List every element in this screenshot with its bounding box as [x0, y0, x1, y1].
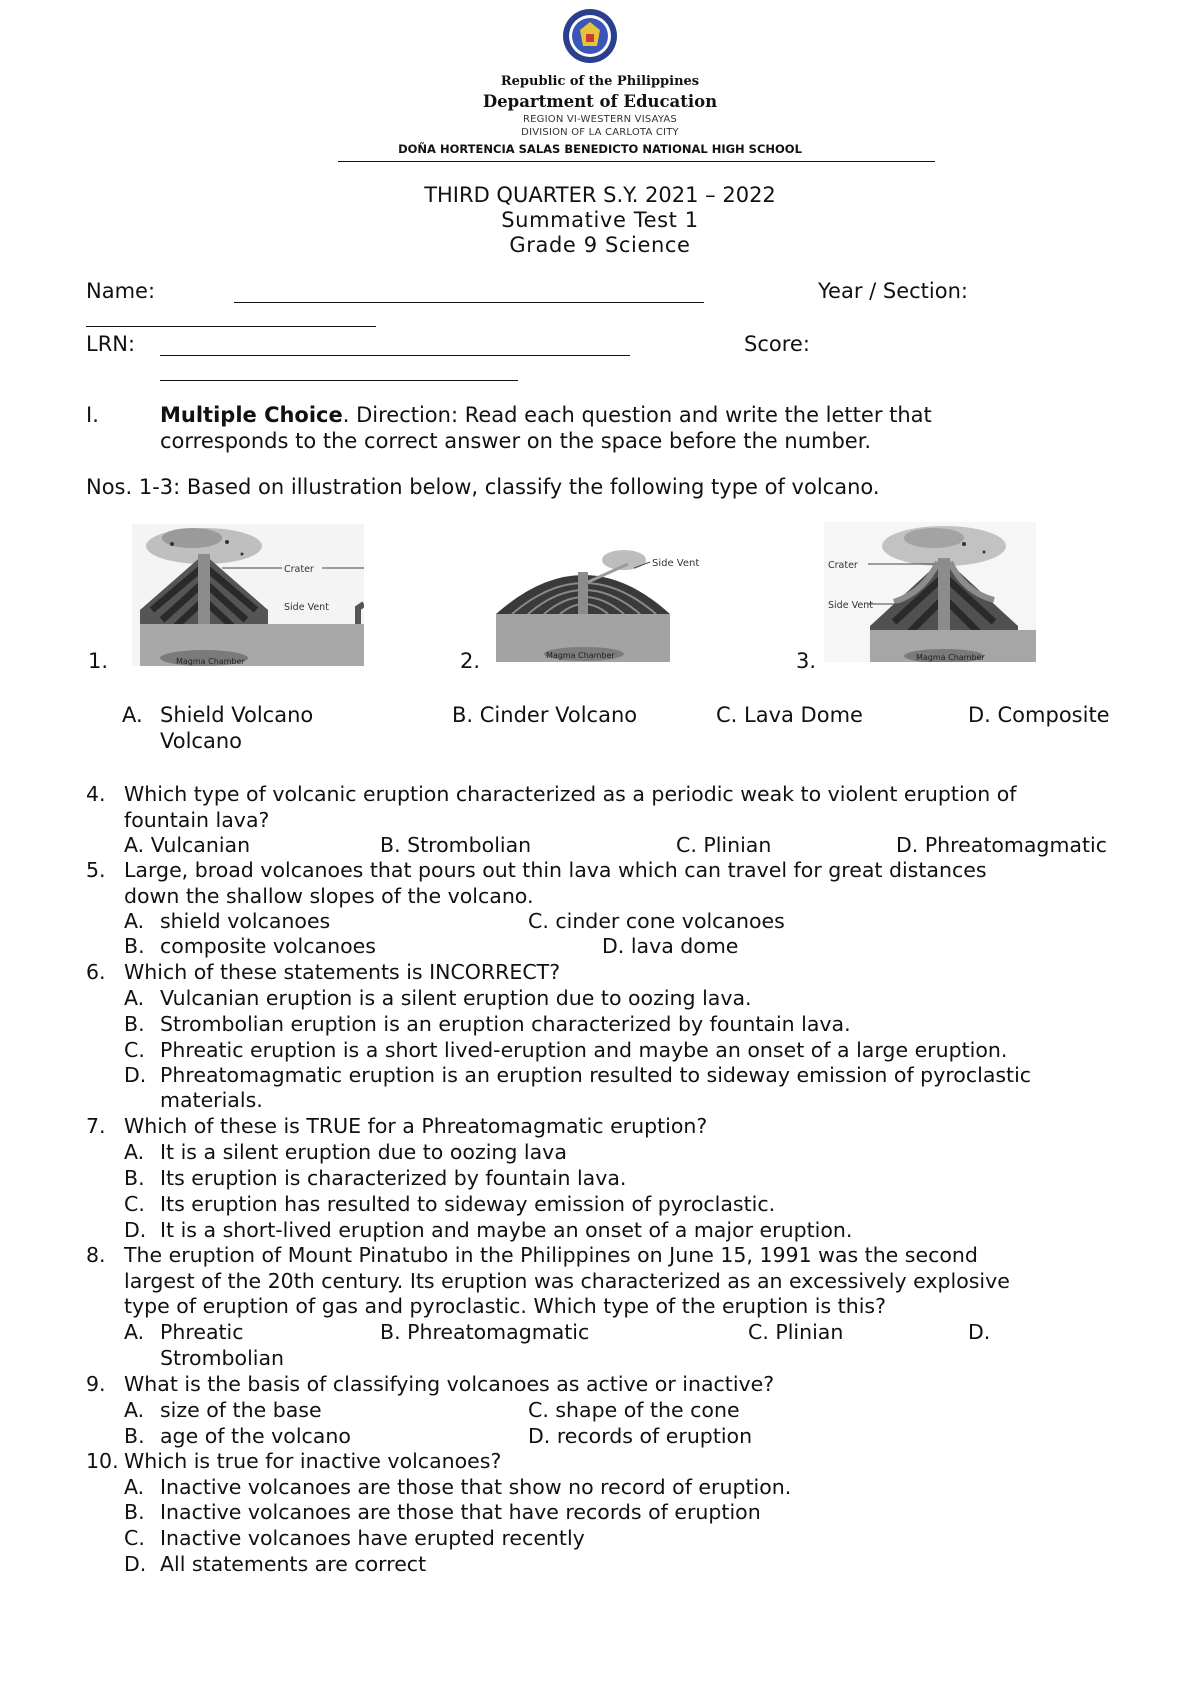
q8-choice-d-continued: Strombolian: [160, 1346, 285, 1370]
division-line: DIVISION OF LA CARLOTA CITY: [521, 127, 679, 138]
name-field[interactable]: [234, 302, 704, 303]
q5-choice-d: D. lava dome: [602, 934, 739, 958]
q7-choice-b: Its eruption is characterized by fountain lava.: [160, 1166, 627, 1190]
q6-choice-c: Phreatic eruption is a short lived-eruption and maybe an onset of a large eruption.: [160, 1038, 1008, 1062]
q5-choice-a-letter: A.: [124, 909, 145, 933]
q10-choice-a: Inactive volcanoes are those that show no record of eruption.: [160, 1475, 792, 1499]
figure-3-crater-label: Crater: [828, 560, 858, 571]
choice-b: B. Cinder Volcano: [452, 703, 638, 727]
q7-choice-d-letter: D.: [124, 1218, 147, 1242]
q8-choice-a-letter: A.: [124, 1320, 145, 1344]
q10-choice-c-letter: C.: [124, 1526, 145, 1550]
q8-number: 8.: [86, 1243, 106, 1267]
figure-2-side-vent-label: Side Vent: [652, 558, 700, 569]
q4-choice-a: A. Vulcanian: [124, 833, 251, 857]
choice-a-letter: A.: [122, 703, 143, 727]
region-line: REGION VI-WESTERN VISAYAS: [523, 114, 677, 125]
q9-choice-b-letter: B.: [124, 1424, 145, 1448]
figure-1-side-vent-label: Side Vent: [284, 602, 329, 613]
q7-number: 7.: [86, 1114, 106, 1138]
q8-choice-a: Phreatic: [160, 1320, 244, 1344]
q7-choice-b-letter: B.: [124, 1166, 145, 1190]
choice-a-text: Shield Volcano: [160, 703, 314, 727]
q5-choice-b: composite volcanoes: [160, 934, 376, 958]
section-direction-text: . Direction: Read each question and write the letter that: [342, 403, 932, 427]
choice-d: D. Composite: [968, 703, 1110, 727]
q6-number: 6.: [86, 960, 106, 984]
q8-line2: largest of the 20th century. Its eruption was characterized as an excessively explosive: [124, 1269, 1010, 1293]
lrn-field[interactable]: [160, 355, 630, 356]
q10-choice-c: Inactive volcanoes have erupted recently: [160, 1526, 585, 1550]
volcano-figure-1: [132, 524, 364, 666]
q4-line2: fountain lava?: [124, 808, 270, 832]
lrn-label: LRN:: [86, 332, 136, 356]
q5-line1: Large, broad volcanoes that pours out thin lava which can travel for great distances: [124, 858, 987, 882]
department-line: Department of Education: [482, 92, 718, 111]
q6-choice-a-letter: A.: [124, 986, 145, 1010]
q8-line1: The eruption of Mount Pinatubo in the Philippines on June 15, 1991 was the second: [124, 1243, 978, 1267]
figure-1-crater-label: Crater: [284, 564, 314, 575]
q6-choice-a: Vulcanian eruption is a silent eruption due to oozing lava.: [160, 986, 752, 1010]
year-section-label: Year / Section:: [818, 279, 968, 303]
q8-line3: type of eruption of gas and pyroclastic. Which type of the eruption is this?: [124, 1294, 886, 1318]
q6-line1: Which of these statements is INCORRECT?: [124, 960, 561, 984]
figure-3-side-vent-label: Side Vent: [828, 600, 873, 611]
q7-line1: Which of these is TRUE for a Phreatomagmatic eruption?: [124, 1114, 708, 1138]
header-rule: [338, 161, 935, 162]
q6-choice-d: Phreatomagmatic eruption is an eruption resulted to sideway emission of pyroclastic: [160, 1063, 1032, 1087]
section-title: Multiple Choice: [160, 403, 343, 427]
q5-choice-b-letter: B.: [124, 934, 145, 958]
quarter-title: THIRD QUARTER S.Y. 2021 – 2022: [424, 183, 776, 207]
deped-seal: [562, 8, 618, 64]
score-label: Score:: [744, 332, 810, 356]
name-label: Name:: [86, 279, 156, 303]
q8-choice-c: C. Plinian: [748, 1320, 844, 1344]
q4-choice-b: B. Strombolian: [380, 833, 532, 857]
choice-c: C. Lava Dome: [716, 703, 863, 727]
q9-choice-d: D. records of eruption: [528, 1424, 753, 1448]
q6-choice-d-continued: materials.: [160, 1088, 263, 1112]
q10-choice-a-letter: A.: [124, 1475, 145, 1499]
q9-number: 9.: [86, 1372, 106, 1396]
q4-number: 4.: [86, 782, 106, 806]
nos-instruction: Nos. 1-3: Based on illustration below, classify the following type of volcano.: [86, 475, 880, 499]
choice-d-continued: Volcano: [160, 729, 242, 753]
q10-number: 10.: [86, 1449, 119, 1473]
test-title: Summative Test 1: [501, 208, 699, 232]
q6-choice-b: Strombolian eruption is an eruption characterized by fountain lava.: [160, 1012, 851, 1036]
q9-choice-c: C. shape of the cone: [528, 1398, 740, 1422]
q4-line1: Which type of volcanic eruption characterized as a periodic weak to violent eruption of: [124, 782, 1017, 806]
figure-3-magma-label: Magma Chamber: [916, 653, 985, 662]
q7-choice-c-letter: C.: [124, 1192, 145, 1216]
section-direction-line1: [160, 402, 932, 428]
q7-choice-a: It is a silent eruption due to oozing lava: [160, 1140, 567, 1164]
q5-choice-a: shield volcanoes: [160, 909, 331, 933]
q10-line1: Which is true for inactive volcanoes?: [124, 1449, 502, 1473]
year-section-field[interactable]: [86, 326, 376, 327]
figure-2-number: 2.: [460, 649, 481, 673]
q9-line1: What is the basis of classifying volcanoes as active or inactive?: [124, 1372, 775, 1396]
q7-choice-a-letter: A.: [124, 1140, 145, 1164]
section-numeral: I.: [86, 403, 99, 427]
figure-2-magma-label: Magma Chamber: [546, 651, 615, 660]
q5-choice-c: C. cinder cone volcanoes: [528, 909, 785, 933]
q6-choice-b-letter: B.: [124, 1012, 145, 1036]
q8-choice-d: D.: [968, 1320, 991, 1344]
section-direction-line2: corresponds to the correct answer on the space before the number.: [160, 429, 872, 453]
q10-choice-d: All statements are correct: [160, 1552, 427, 1576]
subject-title: Grade 9 Science: [509, 233, 691, 257]
q5-line2: down the shallow slopes of the volcano.: [124, 884, 534, 908]
school-line: DOÑA HORTENCIA SALAS BENEDICTO NATIONAL HIGH SCHOOL: [398, 142, 802, 156]
q7-choice-c: Its eruption has resulted to sideway emission of pyroclastic.: [160, 1192, 776, 1216]
figure-1-number: 1.: [88, 649, 109, 673]
figure-1-magma-label: Magma Chamber: [176, 657, 245, 666]
q10-choice-b: Inactive volcanoes are those that have records of eruption: [160, 1500, 761, 1524]
q9-choice-a-letter: A.: [124, 1398, 145, 1422]
volcano-figure-3: [824, 522, 1036, 662]
q4-choice-c: C. Plinian: [676, 833, 772, 857]
q6-choice-c-letter: C.: [124, 1038, 145, 1062]
q9-choice-b: age of the volcano: [160, 1424, 351, 1448]
q8-choice-b: B. Phreatomagmatic: [380, 1320, 590, 1344]
q7-choice-d: It is a short-lived eruption and maybe an onset of a major eruption.: [160, 1218, 853, 1242]
q10-choice-b-letter: B.: [124, 1500, 145, 1524]
q9-choice-a: size of the base: [160, 1398, 322, 1422]
republic-line: Republic of the Philippines: [500, 74, 700, 89]
q6-choice-d-letter: D.: [124, 1063, 147, 1087]
volcano-figure-2: [494, 542, 714, 662]
q5-number: 5.: [86, 858, 106, 882]
score-field[interactable]: [160, 380, 518, 381]
figure-3-number: 3.: [796, 649, 817, 673]
q4-choice-d: D. Phreatomagmatic: [896, 833, 1107, 857]
q10-choice-d-letter: D.: [124, 1552, 147, 1576]
